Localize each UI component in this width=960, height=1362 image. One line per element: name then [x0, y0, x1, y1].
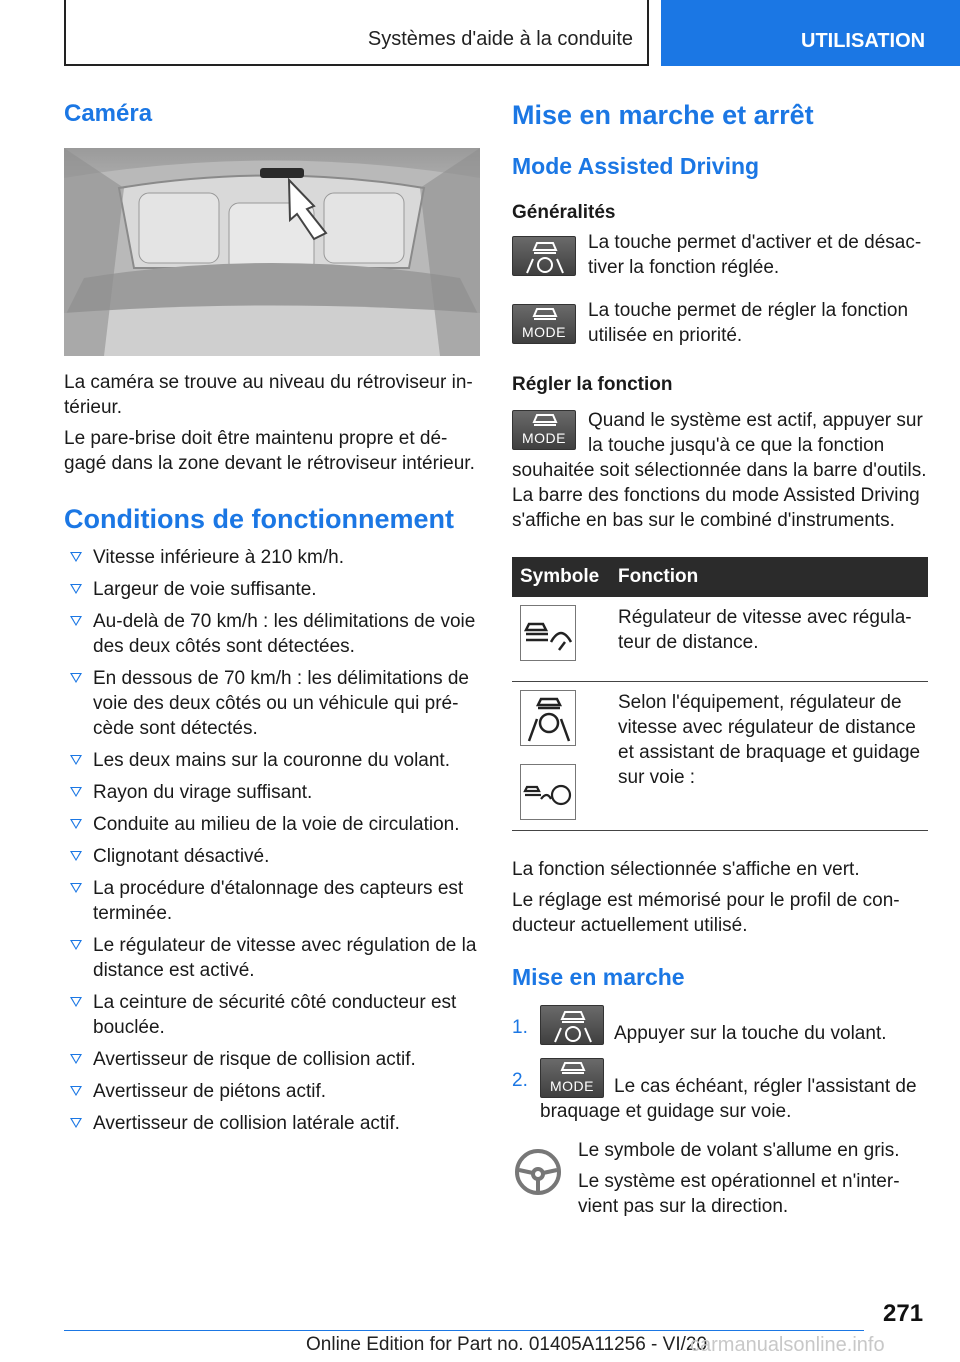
cruise-steering-combined-icon [520, 764, 576, 820]
steering-note [512, 1138, 928, 1219]
symbol-table [512, 557, 928, 831]
list-item: Avertisseur de risque de collision actif. [64, 1047, 480, 1072]
mode-button-icon [512, 410, 576, 450]
step-2 [512, 1058, 928, 1124]
assisted-driving-button-icon [540, 1005, 604, 1045]
section-title: Systèmes d'aide à la conduite [367, 28, 633, 50]
bullet-triangle-icon [70, 1086, 82, 1096]
table-header-symbol: Symbole [512, 557, 610, 597]
bullet-triangle-icon [70, 755, 82, 765]
step-1 [512, 1005, 928, 1046]
mode-label: MODE [522, 324, 566, 340]
steering-wheel-icon [512, 1146, 564, 1203]
camera-paragraph-2: Le pare-brise doit être maintenu propre et dé-gagé dans la zone devant le rétroviseur intérieur. [64, 428, 475, 474]
list-item: Avertisseur de piétons actif. [64, 1079, 480, 1104]
bullet-triangle-icon [70, 1054, 82, 1064]
set-function-paragraph: Quand le système est actif, appuyer sur la touche jusqu'à ce que la fonction souhaitée soit sélectionnée dans la barre d'outils. La barre des fonctions du mode Assisted Driving s'affiche en bas sur le combiné d'instruments. [512, 410, 927, 531]
list-item: Rayon du virage suffisant. [64, 780, 480, 805]
list-item: En dessous de 70 km/h : les délimitations de voie des deux côtés ou un véhicule qui pré-cède sont détectés. [64, 666, 480, 741]
after-paragraph-2: Le réglage est mémorisé pour le profil de con-ducteur actuellement utilisé. [512, 890, 900, 936]
conditions-list [64, 545, 480, 1136]
list-item: Au-delà de 70 km/h : les délimitations de voie des deux côtés sont détectées. [64, 609, 480, 659]
table-row [512, 597, 928, 682]
list-item: Clignotant désactivé. [64, 844, 480, 869]
subsection-heading: Mode Assisted Driving [512, 153, 760, 179]
right-column [512, 100, 928, 1219]
set-function-heading: Régler la fonction [512, 374, 673, 395]
table-row [512, 682, 928, 831]
assisted-driving-button-icon [512, 236, 576, 276]
row2-description: Selon l'équipement, régulateur de vitesse avec régulateur de distance et assistant de braquage et guidage sur voie : [610, 682, 928, 831]
general-heading: Généralités [512, 202, 616, 223]
bullet-triangle-icon [70, 552, 82, 562]
camera-location-photo [64, 148, 480, 356]
list-item: Les deux mains sur la couronne du volant. [64, 748, 480, 773]
start-heading: Mise en marche [512, 964, 685, 990]
page-header [64, 0, 960, 66]
bullet-triangle-icon [70, 819, 82, 829]
list-item: La procédure d'étalonnage des capteurs est terminée. [64, 876, 480, 926]
bullet-triangle-icon [70, 1118, 82, 1128]
steering-lane-assist-icon [520, 690, 576, 746]
step-2-text: Le cas échéant, régler l'assistant de braquage et guidage sur voie. [540, 1076, 917, 1122]
general-row-1 [512, 230, 928, 280]
step-1-text: Appuyer sur la touche du volant. [614, 1023, 887, 1044]
general-paragraph-2: La touche permet de régler la fonction utilisée en priorité. [588, 300, 909, 346]
bullet-triangle-icon [70, 940, 82, 950]
bullet-triangle-icon [70, 584, 82, 594]
camera-heading: Caméra [64, 100, 153, 127]
list-item: Avertisseur de collision latérale actif. [64, 1111, 480, 1136]
mode-label: MODE [550, 1078, 594, 1094]
note-paragraph-2: Le système est opérationnel et n'inter-vient pas sur la direction. [578, 1171, 900, 1217]
cruise-control-distance-icon [520, 605, 576, 661]
general-row-2 [512, 298, 928, 348]
chapter-tab [661, 0, 960, 66]
chapter-title: UTILISATION [801, 30, 926, 52]
bullet-triangle-icon [70, 787, 82, 797]
bullet-triangle-icon [70, 673, 82, 683]
mode-button-icon [540, 1058, 604, 1098]
list-item: Conduite au milieu de la voie de circulation. [64, 812, 480, 837]
bullet-triangle-icon [70, 997, 82, 1007]
section-box [64, 0, 649, 66]
left-column [64, 100, 480, 1143]
footer-divider [64, 1330, 864, 1331]
mode-label: MODE [522, 430, 566, 446]
bullet-triangle-icon [70, 883, 82, 893]
section-heading: Mise en marche et arrêt [512, 100, 814, 130]
after-paragraph-1: La fonction sélectionnée s'affiche en vert. [512, 859, 860, 880]
table-header-function: Fonction [610, 557, 928, 597]
edition-text: Online Edition for Part no. 01405A11256 - VI/20 [306, 1334, 708, 1355]
general-paragraph-1: La touche permet d'activer et de désac-tiver la fonction réglée. [588, 232, 922, 278]
camera-paragraph-1: La caméra se trouve au niveau du rétroviseur in-térieur. [64, 372, 473, 418]
set-function-block [512, 408, 928, 533]
car-interior-illustration [64, 148, 480, 356]
row1-description: Régulateur de vitesse avec régula-teur de distance. [610, 597, 928, 682]
page-number: 271 [883, 1300, 924, 1327]
bullet-triangle-icon [70, 616, 82, 626]
conditions-heading: Conditions de fonctionnement [64, 504, 454, 534]
list-item: Le régulateur de vitesse avec régulation de la distance est activé. [64, 933, 480, 983]
note-paragraph-1: Le symbole de volant s'allume en gris. [578, 1140, 900, 1161]
list-item: La ceinture de sécurité côté conducteur est bouclée. [64, 990, 480, 1040]
mode-button-icon [512, 304, 576, 344]
list-item: Vitesse inférieure à 210 km/h. [64, 545, 480, 570]
list-item: Largeur de voie suffisante. [64, 577, 480, 602]
bullet-triangle-icon [70, 851, 82, 861]
watermark: carmanualsonline.info [690, 1334, 885, 1356]
step-2-number: 2. [512, 1070, 528, 1091]
step-1-number: 1. [512, 1017, 528, 1038]
